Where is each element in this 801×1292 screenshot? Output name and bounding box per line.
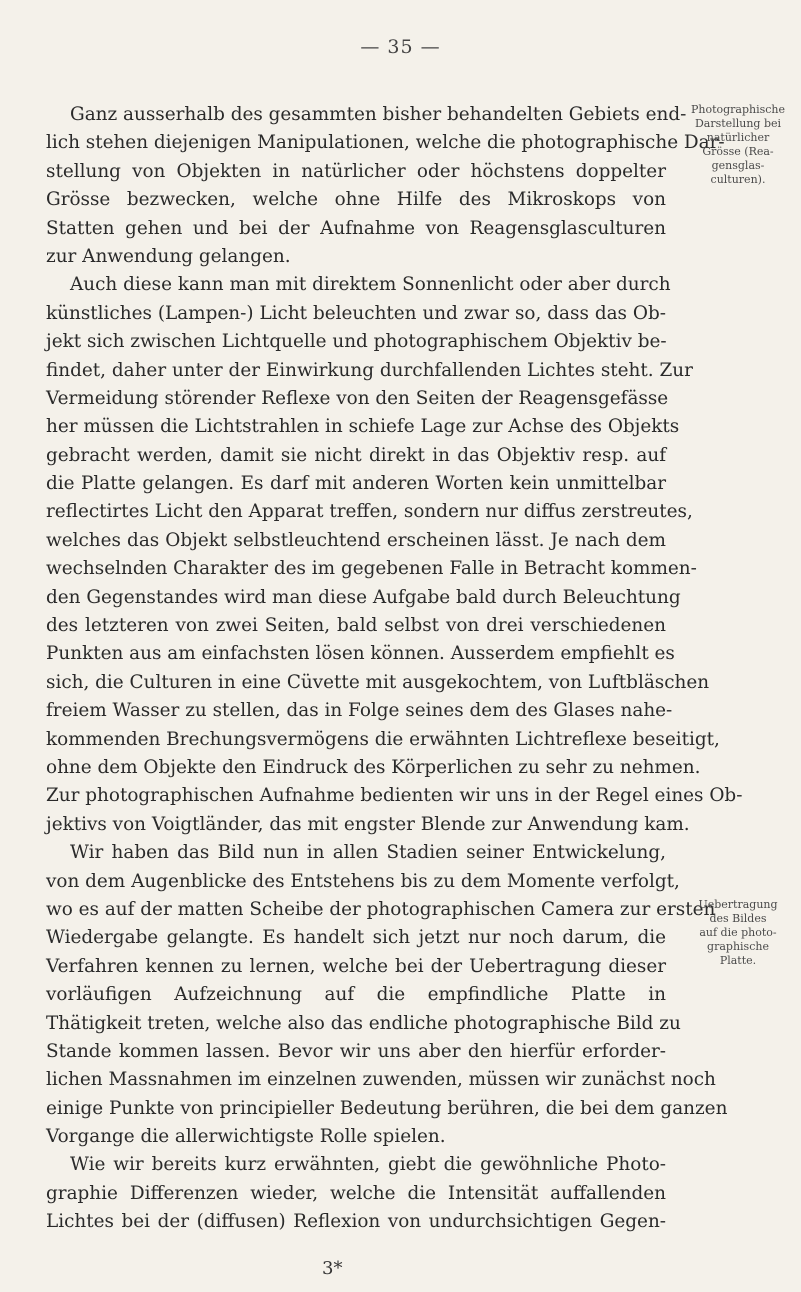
margin-note-line: gensglas- [711, 159, 765, 172]
page-number: — 35 — [360, 36, 441, 58]
text-line: Thätigkeit treten, welche also das endliche photographische Bild zu [46, 1012, 681, 1034]
text-line: Auch diese kann man mit direktem Sonnenlicht oder aber durch [70, 274, 671, 296]
text-line: wechselnden Charakter des im gegebenen Falle in Betracht kommen- [46, 558, 697, 580]
margin-note-line: natürlicher [706, 131, 770, 144]
text-line: jekt sich zwischen Lichtquelle und photographischem Objektiv be- [46, 331, 667, 353]
text-line: des letzteren von zwei Seiten, bald selbst von drei verschiedenen [46, 615, 666, 637]
text-line: Zur photographischen Aufnahme bedienten wir uns in der Regel eines Ob- [46, 785, 743, 807]
text-line: findet, daher unter der Einwirkung durchfallenden Lichtes steht. Zur [46, 359, 693, 381]
text-line: Lichtes bei der (diffusen) Reflexion von undurchsichtigen Gegen- [46, 1211, 666, 1233]
text-line: einige Punkte von principieller Bedeutung berühren, die bei dem ganzen [46, 1097, 728, 1119]
text-line: sich, die Culturen in eine Cüvette mit ausgekochtem, von Luftbläschen [46, 671, 710, 693]
margin-note-line: des Bildes [709, 912, 767, 925]
margin-note-line: Darstellung bei [694, 117, 782, 130]
text-line: wo es auf der matten Scheibe der photographischen Camera zur ersten [46, 898, 716, 920]
text-line: Vermeidung störender Reflexe von den Seiten der Reagensgefässe [46, 387, 669, 409]
text-line: die Platte gelangen. Es darf mit anderen Worten kein unmittelbar [46, 473, 666, 495]
text-line: welches das Objekt selbstleuchtend erscheinen lässt. Je nach dem [46, 529, 666, 551]
text-line: Grösse bezwecken, welche ohne Hilfe des Mikroskops von [46, 189, 666, 211]
text-line: lich stehen diejenigen Manipulationen, welche die photographische Dar- [46, 132, 725, 154]
text-line: Wiedergabe gelangte. Es handelt sich jetzt nur noch darum, die [46, 927, 666, 949]
text-line: zur Anwendung gelangen. [46, 245, 291, 267]
text-line: Punkten aus am einfachsten lösen können. Ausserdem empfiehlt es [46, 643, 675, 665]
text-line: Wie wir bereits kurz erwähnten, giebt die gewöhnliche Photo- [70, 1154, 666, 1176]
margin-note-line: culturen). [710, 173, 766, 186]
signature-mark: 3* [322, 1258, 343, 1279]
text-line: Verfahren kennen zu lernen, welche bei der Uebertragung dieser [46, 955, 666, 977]
text-line: Ganz ausserhalb des gesammten bisher behandelten Gebiets end- [70, 104, 687, 125]
text-line: kommenden Brechungsvermögens die erwähnten Lichtreflexe beseitigt, [46, 728, 720, 750]
text-line: her müssen die Lichtstrahlen in schiefe Lage zur Achse des Objekts [46, 416, 680, 438]
margin-note-line: Uebertragung [698, 898, 778, 911]
text-line: Stande kommen lassen. Bevor wir uns aber den hierfür erforder- [46, 1040, 666, 1062]
text-line: lichen Massnahmen im einzelnen zuwenden, müssen wir zunächst noch [46, 1069, 716, 1091]
text-line: vorläufigen Aufzeichnung auf die empfindliche Platte in [46, 984, 666, 1006]
text-line: ohne dem Objekte den Eindruck des Körperlichen zu sehr zu nehmen. [46, 756, 701, 778]
margin-note-line: graphische [707, 940, 769, 953]
margin-note-uebertragung [680, 898, 796, 968]
text-line: gebracht werden, damit sie nicht direkt in das Objektiv resp. auf [46, 444, 666, 466]
text-line: künstliches (Lampen-) Licht beleuchten und zwar so, dass das Ob- [46, 302, 666, 324]
text-line: von dem Augenblicke des Entstehens bis zu dem Momente verfolgt, [46, 870, 680, 892]
text-line: Vorgange die allerwichtigste Rolle spielen. [46, 1126, 446, 1148]
margin-note-photographische-darstellung [680, 103, 796, 187]
margin-note-line: Grösse (Rea- [702, 145, 774, 158]
text-line: jektivs von Voigtländer, das mit engster Blende zur Anwendung kam. [46, 813, 690, 835]
text-line: freiem Wasser zu stellen, das in Folge seines dem des Glases nahe- [46, 700, 673, 722]
margin-note-line: auf die photo- [699, 926, 777, 939]
margin-note-line: Photographische [690, 103, 786, 116]
text-line: stellung von Objekten in natürlicher oder höchstens doppelter [46, 160, 666, 182]
margin-note-line: Platte. [719, 954, 757, 967]
text-line: Statten gehen und bei der Aufnahme von Reagensglasculturen [46, 217, 666, 239]
text-line: den Gegenstandes wird man diese Aufgabe bald durch Beleuchtung [46, 586, 681, 608]
text-line: reflectirtes Licht den Apparat treffen, sondern nur diffus zerstreutes, [46, 501, 693, 523]
text-line: graphie Differenzen wieder, welche die Intensität auffallenden [46, 1182, 666, 1204]
text-line: Wir haben das Bild nun in allen Stadien seiner Entwickelung, [70, 842, 666, 864]
